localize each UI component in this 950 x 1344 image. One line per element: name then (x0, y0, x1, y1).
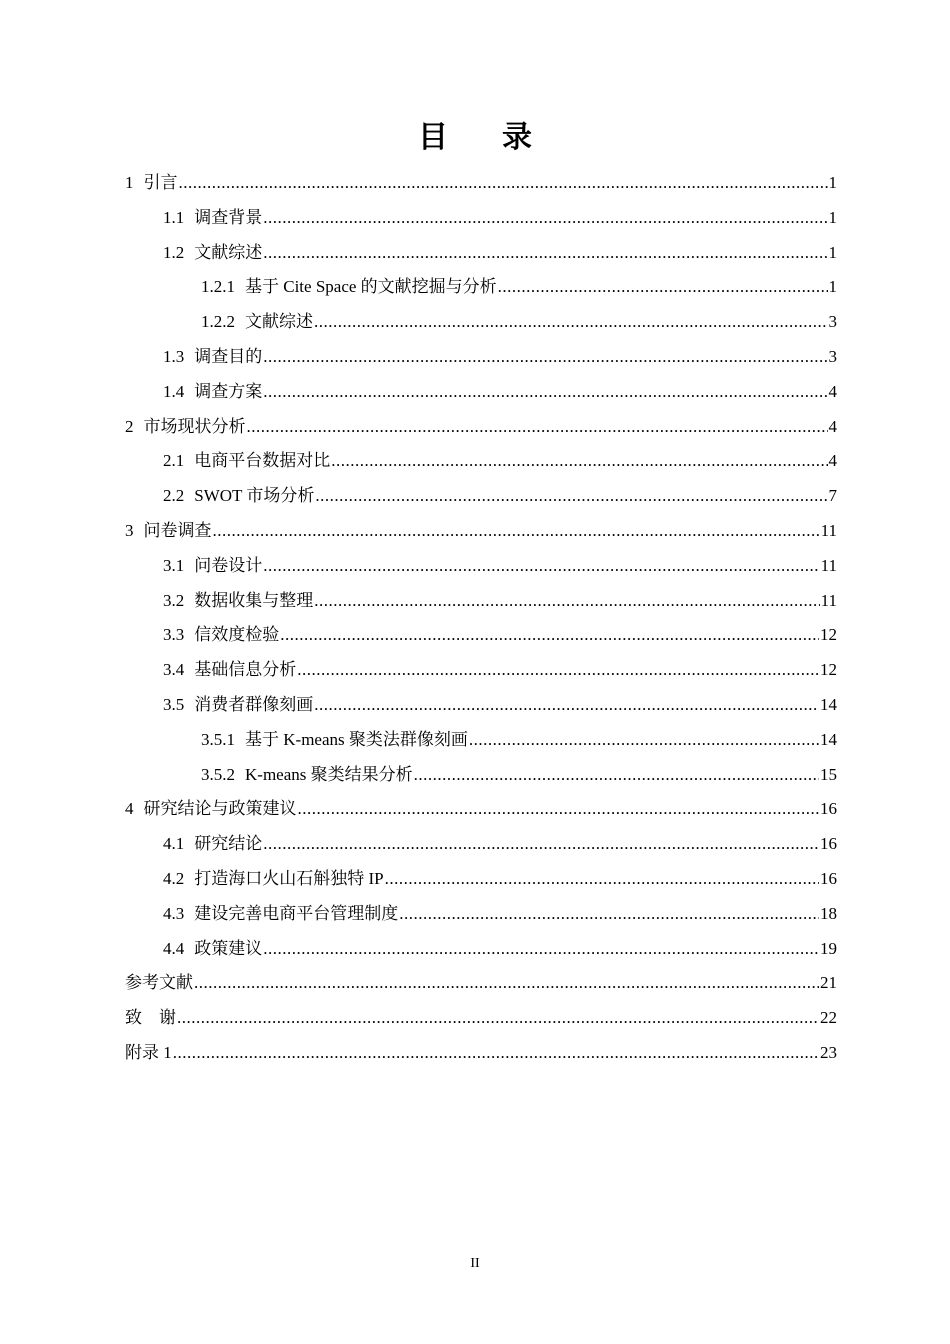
toc-entry-page: 16 (820, 868, 837, 888)
toc-entry-number: 3.4 (163, 660, 185, 680)
toc-entry-page: 12 (820, 625, 837, 645)
toc-entry-number: 3.3 (163, 625, 185, 645)
toc-entry-page: 1 (828, 242, 837, 262)
toc-entry-title: 参考文献 (125, 973, 193, 993)
toc-entry-number: 1.1 (163, 207, 185, 227)
toc-dot-leader (331, 444, 827, 479)
toc-entry-number: 2.1 (163, 451, 185, 471)
toc-entry-page: 3 (828, 346, 837, 366)
toc-dot-leader (263, 932, 819, 967)
toc-entry-page: 4 (828, 381, 837, 401)
toc-dot-leader (179, 166, 828, 201)
toc-entry[interactable] (125, 514, 837, 549)
toc-dot-leader (469, 723, 819, 758)
toc-dot-leader (263, 375, 827, 410)
toc-dot-leader (173, 1036, 819, 1071)
toc-entry-page: 11 (820, 555, 837, 575)
toc-dot-leader (263, 201, 827, 236)
toc-entry-number: 1.4 (163, 381, 185, 401)
toc-entry-number: 4 (125, 799, 134, 819)
toc-entry-title: 基于 K-means 聚类法群像刻画 (245, 729, 468, 749)
toc-entry[interactable] (125, 584, 837, 619)
toc-entry-title: K-means 聚类结果分析 (245, 764, 413, 784)
toc-entry-page: 7 (828, 486, 837, 506)
toc-entry-number: 1.2.2 (201, 312, 235, 332)
toc-entry[interactable] (125, 410, 837, 445)
toc-entry-title: 市场现状分析 (143, 416, 246, 436)
toc-entry-page: 14 (820, 694, 837, 714)
toc-entry[interactable] (125, 201, 837, 236)
toc-dot-leader (247, 410, 828, 445)
toc-entry-title: 致 谢 (125, 1008, 176, 1028)
toc-entry-page: 1 (828, 207, 837, 227)
toc-entry-number: 2.2 (163, 486, 185, 506)
toc-dot-leader (298, 792, 820, 827)
toc-entry[interactable] (125, 966, 837, 1001)
toc-entry-page: 21 (820, 973, 837, 993)
toc-dot-leader (213, 514, 820, 549)
toc-dot-leader (414, 758, 819, 793)
toc-dot-leader (314, 584, 819, 619)
toc-dot-leader (399, 897, 819, 932)
toc-entry-title: 电商平台数据对比 (194, 451, 331, 471)
toc-entry-page: 22 (820, 1008, 837, 1028)
toc-dot-leader (498, 270, 828, 305)
toc-entry-page: 12 (820, 660, 837, 680)
toc-entry-page: 16 (820, 799, 837, 819)
toc-entry[interactable] (125, 932, 837, 967)
toc-entry-number: 1.3 (163, 346, 185, 366)
toc-entry-title: 基于 Cite Space 的文献挖掘与分析 (245, 277, 497, 297)
toc-dot-leader (297, 653, 819, 688)
toc-entry-number: 1.2 (163, 242, 185, 262)
toc-dot-leader (194, 966, 819, 1001)
toc-entry-number: 2 (125, 416, 134, 436)
toc-dot-leader (314, 305, 828, 340)
toc-entry-page: 15 (820, 764, 837, 784)
toc-dot-leader (385, 862, 819, 897)
toc-entry[interactable] (125, 758, 837, 793)
toc-entry-title: 建设完善电商平台管理制度 (194, 903, 399, 923)
toc-entry[interactable] (125, 340, 837, 375)
toc-entry-page: 11 (820, 590, 837, 610)
page-number: II (470, 1256, 480, 1271)
toc-dot-leader (263, 549, 819, 584)
toc-entry-title: 文献综述 (245, 312, 313, 332)
toc-dot-leader (177, 1001, 819, 1036)
toc-entry-title: 调查背景 (194, 207, 263, 227)
toc-entry[interactable] (125, 723, 837, 758)
toc-entry-number: 3.5.1 (201, 729, 235, 749)
toc-entry[interactable] (125, 1001, 837, 1036)
table-of-contents (125, 166, 837, 1071)
toc-entry-page: 4 (828, 451, 837, 471)
toc-entry-page: 14 (820, 729, 837, 749)
toc-entry-page: 16 (820, 834, 837, 854)
toc-entry[interactable] (125, 792, 837, 827)
toc-entry[interactable] (125, 270, 837, 305)
toc-entry-title: 消费者群像刻画 (194, 694, 314, 714)
toc-entry-number: 4.4 (163, 938, 185, 958)
toc-entry-title: 问卷调查 (143, 520, 212, 540)
toc-entry-page: 23 (820, 1042, 837, 1062)
toc-entry-page: 3 (828, 312, 837, 332)
toc-entry-number: 3.2 (163, 590, 185, 610)
toc-entry-title: 信效度检验 (194, 625, 280, 645)
toc-entry[interactable] (125, 444, 837, 479)
toc-dot-leader (314, 688, 819, 723)
toc-entry-page: 18 (820, 903, 837, 923)
toc-entry-page: 1 (828, 173, 837, 192)
toc-entry-number: 3.5.2 (201, 764, 235, 784)
toc-entry[interactable] (125, 375, 837, 410)
toc-entry-number: 3.1 (163, 555, 185, 575)
toc-entry-page: 4 (828, 416, 837, 436)
toc-entry-title: 问卷设计 (194, 555, 263, 575)
toc-entry-title: 附录 1 (125, 1042, 172, 1062)
toc-entry-title: 调查目的 (194, 346, 263, 366)
toc-dot-leader (263, 340, 827, 375)
page-title: 目录 (418, 120, 586, 155)
toc-entry-number: 4.2 (163, 868, 185, 888)
toc-entry-page: 11 (820, 520, 837, 540)
toc-entry-number: 1.2.1 (201, 277, 235, 297)
toc-entry-title: 引言 (143, 173, 178, 192)
toc-entry-title: 研究结论与政策建议 (143, 799, 297, 819)
toc-entry-title: 文献综述 (194, 242, 263, 262)
toc-entry[interactable] (125, 236, 837, 271)
toc-entry-number: 1 (125, 173, 134, 192)
toc-entry[interactable] (125, 618, 837, 653)
toc-dot-leader (315, 479, 827, 514)
toc-entry[interactable] (125, 688, 837, 723)
toc-entry-title: 数据收集与整理 (194, 590, 314, 610)
toc-entry-title: 调查方案 (194, 381, 263, 401)
toc-entry-title: 打造海口火山石斛独特 IP (194, 868, 384, 888)
toc-entry-title: 基础信息分析 (194, 660, 297, 680)
toc-entry[interactable] (125, 653, 837, 688)
toc-entry-number: 4.1 (163, 834, 185, 854)
toc-dot-leader (263, 236, 827, 271)
toc-entry-number: 4.3 (163, 903, 185, 923)
toc-entry[interactable] (125, 305, 837, 340)
toc-entry[interactable] (125, 549, 837, 584)
toc-entry[interactable] (125, 897, 837, 932)
toc-entry[interactable] (125, 827, 837, 862)
toc-entry-title: SWOT 市场分析 (194, 486, 315, 506)
toc-entry[interactable] (125, 862, 837, 897)
toc-entry-page: 1 (828, 277, 837, 297)
toc-entry[interactable] (125, 1036, 837, 1071)
toc-entry-page: 19 (820, 938, 837, 958)
toc-dot-leader (280, 618, 819, 653)
toc-entry[interactable] (125, 166, 837, 201)
toc-entry-title: 政策建议 (194, 938, 263, 958)
toc-entry[interactable] (125, 479, 837, 514)
toc-entry-title: 研究结论 (194, 834, 263, 854)
toc-entry-number: 3.5 (163, 694, 185, 714)
toc-dot-leader (263, 827, 819, 862)
toc-entry-number: 3 (125, 520, 134, 540)
